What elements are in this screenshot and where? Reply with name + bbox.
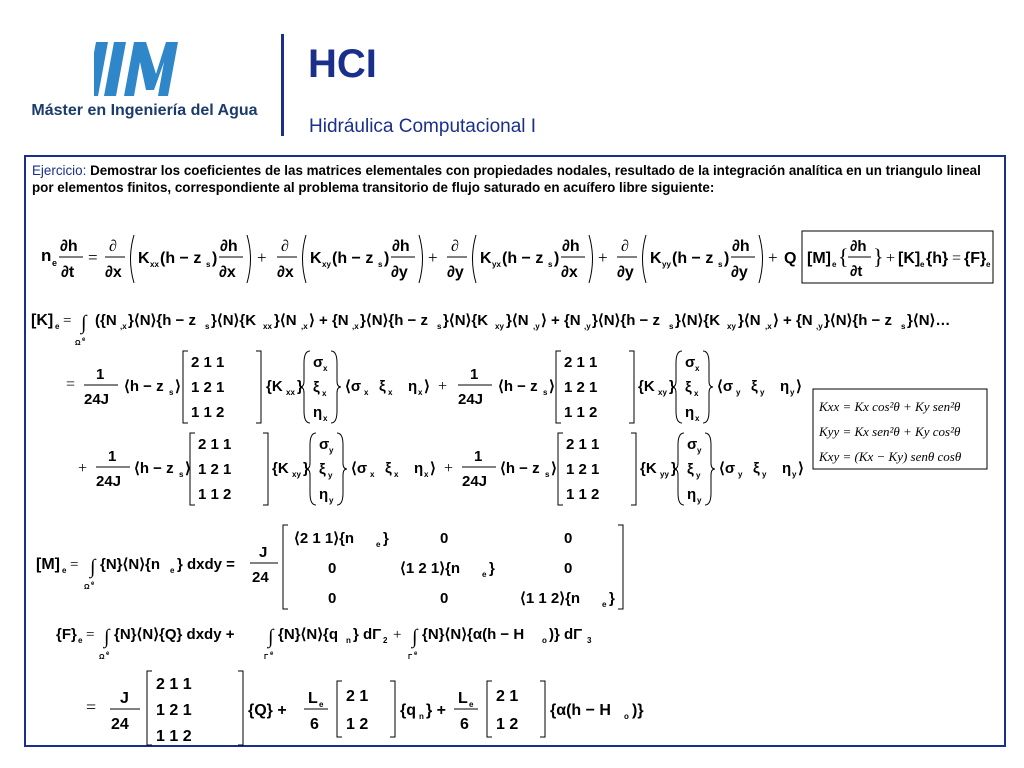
- svg-text:{F}: {F}: [56, 626, 77, 643]
- svg-text:s: s: [378, 260, 383, 269]
- exercise-panel: [24, 155, 1006, 747]
- svg-text:⟨2 1 1⟩{n: ⟨2 1 1⟩{n: [294, 530, 355, 547]
- svg-text:⟩: ⟩: [796, 378, 802, 395]
- svg-text:s: s: [206, 260, 211, 269]
- svg-text:e: e: [986, 260, 991, 269]
- svg-text:[M]: [M]: [36, 556, 60, 573]
- svg-text:⟨σ: ⟨σ: [719, 460, 736, 477]
- svg-text:yx: yx: [492, 260, 501, 269]
- svg-text:(h − z: (h − z: [672, 250, 714, 267]
- stiffness-integral: [31, 312, 950, 347]
- svg-text:1 2 1: 1 2 1: [191, 379, 225, 396]
- svg-text:,y: ,y: [533, 322, 540, 331]
- svg-text:x: x: [424, 470, 429, 479]
- svg-text:{K: {K: [640, 460, 657, 477]
- stiffness-result-line-2: [78, 433, 804, 505]
- svg-text:{Q} +: {Q} +: [248, 702, 287, 719]
- relation-kxy: Kxy = (Kx − Ky) senθ cosθ: [819, 449, 962, 464]
- svg-text:∂y: ∂y: [391, 264, 408, 281]
- svg-text:L: L: [458, 690, 468, 707]
- logo-text: Máster en Ingeniería del Agua: [31, 102, 258, 119]
- svg-text:=: =: [63, 313, 72, 329]
- svg-text:yy: yy: [662, 260, 671, 269]
- svg-text:⟨h − z: ⟨h − z: [498, 378, 538, 395]
- svg-text:n: n: [419, 712, 424, 721]
- svg-text:s: s: [179, 470, 184, 479]
- svg-text:⟩: ⟩: [551, 460, 557, 477]
- svg-text:=: =: [86, 697, 97, 717]
- svg-text:0: 0: [564, 560, 573, 577]
- svg-text:}⟨N: }⟨N: [738, 312, 761, 329]
- svg-text:{N}⟨N⟩{q: {N}⟨N⟩{q: [278, 626, 339, 643]
- slide-header: [0, 0, 1024, 150]
- svg-text:xx: xx: [150, 260, 159, 269]
- exercise-text: Demostrar los coeficientes de las matrices elementales con propiedades nodales, resultado de la integración analítica en un triangulo lineal por elementos finitos, correspondiente al problema transitorio de flujo saturado en acuífero libre siguiente:: [32, 163, 981, 195]
- svg-text:6: 6: [460, 716, 469, 733]
- logo-mark-icon: [94, 42, 184, 98]
- svg-text:24: 24: [252, 569, 269, 586]
- svg-text:1 1 2: 1 1 2: [191, 404, 225, 421]
- svg-text:1 2: 1 2: [346, 716, 369, 733]
- svg-text:∫: ∫: [90, 556, 96, 578]
- svg-text:24J: 24J: [462, 473, 488, 490]
- svg-text:+: +: [886, 250, 896, 267]
- svg-text:σ: σ: [319, 436, 330, 453]
- svg-text:1: 1: [108, 448, 117, 465]
- svg-text:⟩: ⟩: [175, 378, 181, 395]
- svg-text:y: y: [738, 470, 743, 479]
- header-divider: [281, 34, 284, 136]
- svg-text:[K]: [K]: [898, 250, 921, 267]
- svg-text:}⟨N⟩{K: }⟨N⟩{K: [211, 312, 257, 329]
- svg-text:e: e: [319, 700, 324, 709]
- svg-text:⟨1 1 2⟩{n: ⟨1 1 2⟩{n: [520, 590, 581, 607]
- svg-text:xy: xy: [292, 470, 301, 479]
- svg-text:0: 0: [440, 590, 449, 607]
- svg-text:e: e: [52, 258, 58, 268]
- svg-text:yy: yy: [660, 470, 669, 479]
- svg-text:s: s: [543, 388, 548, 397]
- svg-text:}: }: [383, 530, 389, 547]
- svg-text:y: y: [697, 446, 702, 455]
- svg-text:∂x: ∂x: [219, 264, 236, 281]
- svg-text:⟨σ: ⟨σ: [351, 460, 368, 477]
- load-vector-result: [86, 671, 644, 745]
- svg-text:⟩ + {N: ⟩ + {N: [541, 312, 581, 329]
- svg-text:1 2: 1 2: [496, 716, 519, 733]
- course-name: Hidráulica Computacional I: [309, 116, 537, 137]
- svg-text:s: s: [718, 260, 723, 269]
- svg-text:∫: ∫: [104, 626, 110, 648]
- svg-text:⟨h − z: ⟨h − z: [500, 460, 540, 477]
- svg-text:e: e: [55, 322, 60, 331]
- svg-text:+: +: [393, 627, 402, 643]
- svg-text:e: e: [602, 600, 607, 609]
- svg-text:s: s: [901, 322, 906, 331]
- svg-text:xy: xy: [495, 322, 504, 331]
- stiffness-result-line-1: [66, 351, 802, 423]
- svg-text:∫: ∫: [268, 626, 274, 648]
- svg-text:}⟨N: }⟨N: [506, 312, 529, 329]
- svg-text:2 1: 2 1: [496, 688, 519, 705]
- svg-text:⟩: ⟩: [430, 460, 436, 477]
- svg-text:K: K: [138, 250, 150, 267]
- svg-text:0: 0: [440, 530, 449, 547]
- svg-text:ξ: ξ: [687, 461, 694, 478]
- equations-canvas: [26, 157, 1006, 747]
- exercise-label: Ejercicio:: [32, 163, 87, 178]
- svg-text:,x: ,x: [120, 322, 127, 331]
- svg-text:+: +: [768, 248, 778, 267]
- svg-text:{K: {K: [266, 378, 283, 395]
- svg-text:0: 0: [328, 590, 337, 607]
- svg-text:1 1 2: 1 1 2: [564, 404, 598, 421]
- svg-text:η: η: [414, 460, 424, 477]
- svg-text:{N}⟨N⟩{n: {N}⟨N⟩{n: [100, 556, 161, 573]
- svg-text:{K: {K: [638, 378, 655, 395]
- svg-text:x: x: [388, 388, 393, 397]
- svg-text:x: x: [323, 364, 328, 373]
- svg-text:}: }: [489, 560, 495, 577]
- svg-text:∂x: ∂x: [277, 264, 294, 281]
- svg-text:3: 3: [587, 636, 592, 645]
- svg-text:o: o: [542, 636, 547, 645]
- svg-text:ξ: ξ: [319, 461, 326, 478]
- svg-text:}⟨N⟩{K: }⟨N⟩{K: [443, 312, 489, 329]
- svg-text:J: J: [120, 690, 129, 707]
- svg-text:∂h: ∂h: [220, 238, 238, 255]
- svg-text:e: e: [82, 337, 86, 343]
- svg-text:∂h: ∂h: [392, 238, 410, 255]
- svg-text:}: }: [609, 590, 615, 607]
- svg-text:0: 0: [564, 530, 573, 547]
- svg-text:x: x: [370, 470, 375, 479]
- svg-text:e: e: [469, 700, 474, 709]
- svg-text:24J: 24J: [458, 391, 484, 408]
- svg-text:σ: σ: [687, 436, 698, 453]
- svg-text:∂: ∂: [451, 238, 459, 255]
- svg-text:}⟨N: }⟨N: [274, 312, 297, 329]
- svg-text:η: η: [408, 378, 418, 395]
- svg-text:∂h: ∂h: [850, 238, 867, 255]
- svg-text:s: s: [205, 322, 210, 331]
- svg-text:Ω: Ω: [99, 654, 105, 661]
- svg-text:24J: 24J: [96, 473, 122, 490]
- svg-text:J: J: [259, 544, 268, 561]
- svg-text:2 1 1: 2 1 1: [191, 354, 225, 371]
- svg-text:): ): [724, 250, 730, 267]
- svg-text:s: s: [169, 388, 174, 397]
- svg-text:1 2 1: 1 2 1: [564, 379, 598, 396]
- svg-text:⟩ + {N: ⟩ + {N: [773, 312, 813, 329]
- svg-text:}⟨N⟩{h − z: }⟨N⟩{h − z: [592, 312, 660, 329]
- svg-text:e: e: [832, 260, 837, 269]
- svg-text:⟨1 2 1⟩{n: ⟨1 2 1⟩{n: [400, 560, 461, 577]
- svg-text:}⟨N⟩{h − z: }⟨N⟩{h − z: [824, 312, 892, 329]
- svg-text:2 1 1: 2 1 1: [198, 436, 232, 453]
- svg-text:⟩: ⟩: [798, 460, 804, 477]
- svg-text:y: y: [329, 496, 334, 505]
- svg-text:s: s: [545, 470, 550, 479]
- svg-text:{N}⟨N⟩{α(h − H: {N}⟨N⟩{α(h − H: [422, 626, 525, 643]
- svg-text:[M]: [M]: [807, 250, 831, 267]
- svg-text:Ω: Ω: [84, 584, 90, 591]
- svg-text:y: y: [697, 496, 702, 505]
- svg-text:x: x: [418, 388, 423, 397]
- svg-text:xx: xx: [263, 322, 272, 331]
- svg-text:ξ: ξ: [751, 378, 758, 395]
- svg-text:L: L: [308, 690, 318, 707]
- svg-text:e: e: [920, 260, 925, 269]
- svg-text:2 1 1: 2 1 1: [566, 436, 600, 453]
- svg-text:⟩: ⟩: [424, 378, 430, 395]
- svg-text:=: =: [88, 248, 98, 267]
- svg-text:e: e: [170, 566, 175, 575]
- svg-text:⟨h − z: ⟨h − z: [134, 460, 174, 477]
- svg-text:(h − z: (h − z: [160, 250, 202, 267]
- svg-text:): ): [212, 250, 218, 267]
- course-code: HCI: [308, 42, 377, 86]
- svg-text:xy: xy: [658, 388, 667, 397]
- svg-text:}: }: [873, 244, 884, 269]
- svg-text:xy: xy: [727, 322, 736, 331]
- svg-text:): ): [384, 250, 390, 267]
- svg-text:e: e: [270, 651, 274, 657]
- svg-text:{: {: [838, 244, 849, 269]
- svg-text:,x: ,x: [301, 322, 308, 331]
- svg-text:K: K: [650, 250, 662, 267]
- svg-text:}⟨N⟩…: }⟨N⟩…: [907, 312, 951, 329]
- svg-text:⟩ + {N: ⟩ + {N: [309, 312, 349, 329]
- svg-text:Ω: Ω: [75, 340, 81, 347]
- svg-text:x: x: [394, 470, 399, 479]
- svg-text:1 2 1: 1 2 1: [198, 461, 232, 478]
- svg-text:1 1 2: 1 1 2: [566, 486, 600, 503]
- svg-text:,x: ,x: [765, 322, 772, 331]
- svg-text:xy: xy: [322, 260, 331, 269]
- svg-text:): ): [554, 250, 560, 267]
- svg-text:+: +: [257, 248, 267, 267]
- svg-text:s: s: [669, 322, 674, 331]
- svg-text:1: 1: [470, 366, 479, 383]
- svg-text:}: }: [303, 460, 309, 477]
- svg-text:1 1 2: 1 1 2: [198, 486, 232, 503]
- svg-text:24J: 24J: [84, 391, 110, 408]
- svg-text:y: y: [792, 470, 797, 479]
- svg-text:} dΓ: } dΓ: [353, 626, 382, 643]
- svg-text:,y: ,y: [816, 322, 823, 331]
- svg-text:⟩: ⟩: [549, 378, 555, 395]
- svg-text:⟩: ⟩: [185, 460, 191, 477]
- svg-text:η: η: [319, 486, 329, 503]
- svg-text:1 1 2: 1 1 2: [156, 728, 192, 745]
- svg-text:+: +: [428, 248, 438, 267]
- svg-text:2: 2: [383, 636, 388, 645]
- svg-text:η: η: [313, 404, 323, 421]
- svg-text:({N: ({N: [95, 312, 117, 329]
- svg-text:η: η: [687, 486, 697, 503]
- svg-text:,x: ,x: [352, 322, 359, 331]
- svg-text:∂h: ∂h: [562, 238, 580, 255]
- svg-text:} dxdy =: } dxdy =: [177, 556, 235, 573]
- svg-text:η: η: [782, 460, 792, 477]
- svg-text:o: o: [624, 712, 629, 721]
- conductivity-relations-box: [813, 389, 987, 469]
- svg-text:y: y: [790, 388, 795, 397]
- svg-text:y: y: [329, 446, 334, 455]
- svg-text:η: η: [685, 404, 695, 421]
- svg-text:} +: } +: [426, 702, 447, 719]
- svg-text:}: }: [671, 460, 677, 477]
- svg-text:e: e: [106, 651, 110, 657]
- svg-text:1: 1: [474, 448, 483, 465]
- svg-text:{h}: {h}: [926, 250, 949, 267]
- governing-equation: [41, 235, 796, 283]
- svg-text:∂y: ∂y: [731, 264, 748, 281]
- svg-text:y: y: [328, 471, 333, 480]
- load-vector-integral: [56, 626, 592, 661]
- svg-text:6: 6: [310, 716, 319, 733]
- svg-text:σ: σ: [313, 354, 324, 371]
- svg-text:{N}⟨N⟩{Q} dxdy +: {N}⟨N⟩{Q} dxdy +: [114, 626, 235, 643]
- svg-text:[K]: [K]: [31, 312, 54, 329]
- svg-text:s: s: [437, 322, 442, 331]
- svg-text:∂x: ∂x: [561, 264, 578, 281]
- svg-text:⟨σ: ⟨σ: [345, 378, 362, 395]
- svg-text:}: }: [669, 378, 675, 395]
- svg-text:x: x: [323, 414, 328, 423]
- svg-text:∂y: ∂y: [617, 264, 634, 281]
- svg-text:)}: )}: [632, 702, 644, 719]
- svg-text:x: x: [364, 388, 369, 397]
- svg-text:{K: {K: [272, 460, 289, 477]
- svg-text:∂t: ∂t: [850, 263, 863, 280]
- svg-text:1 2 1: 1 2 1: [566, 461, 600, 478]
- svg-text:⟨σ: ⟨σ: [717, 378, 734, 395]
- svg-text:e: e: [376, 540, 381, 549]
- svg-text:n: n: [41, 246, 52, 265]
- system-equation-box: [802, 231, 993, 283]
- svg-text:y: y: [760, 388, 765, 397]
- svg-text:=: =: [70, 557, 79, 573]
- svg-text:,y: ,y: [584, 322, 591, 331]
- svg-text:x: x: [695, 364, 700, 373]
- svg-text:}⟨N⟩{h − z: }⟨N⟩{h − z: [360, 312, 428, 329]
- svg-text:0: 0: [328, 560, 337, 577]
- svg-text:+: +: [78, 460, 88, 477]
- svg-text:η: η: [780, 378, 790, 395]
- svg-text:(h − z: (h − z: [502, 250, 544, 267]
- svg-text:n: n: [346, 636, 351, 645]
- svg-text:∂h: ∂h: [732, 238, 750, 255]
- svg-text:)} dΓ: )} dΓ: [549, 626, 583, 643]
- svg-text:ξ: ξ: [379, 378, 386, 395]
- svg-text:y: y: [736, 388, 741, 397]
- svg-text:Γ: Γ: [264, 654, 269, 661]
- svg-text:∂: ∂: [621, 238, 629, 255]
- svg-text:ξ: ξ: [385, 460, 392, 477]
- svg-text:∂x: ∂x: [105, 264, 122, 281]
- svg-text:1: 1: [96, 366, 105, 383]
- svg-text:=: =: [86, 627, 95, 643]
- svg-text:x: x: [695, 414, 700, 423]
- svg-text:x: x: [694, 389, 699, 398]
- svg-text:=: =: [952, 250, 962, 267]
- svg-text:K: K: [480, 250, 492, 267]
- svg-text:e: e: [91, 581, 95, 587]
- svg-text:ξ: ξ: [753, 460, 760, 477]
- svg-text:Q: Q: [784, 250, 797, 267]
- svg-text:+: +: [444, 460, 454, 477]
- svg-text:{F}: {F}: [964, 250, 987, 267]
- svg-text:e: e: [482, 570, 487, 579]
- svg-text:}⟨N⟩{K: }⟨N⟩{K: [675, 312, 721, 329]
- svg-text:∫: ∫: [81, 312, 87, 334]
- svg-text:e: e: [62, 566, 67, 575]
- svg-text:σ: σ: [685, 354, 696, 371]
- svg-text:2 1 1: 2 1 1: [156, 676, 192, 693]
- svg-text:y: y: [762, 470, 767, 479]
- relation-kxx: Kxx = Kx cos²θ + Ky sen²θ: [819, 399, 961, 414]
- svg-text:∂: ∂: [281, 238, 289, 255]
- svg-text:ξ: ξ: [313, 379, 320, 396]
- svg-text:=: =: [66, 376, 76, 393]
- svg-text:∂y: ∂y: [447, 264, 464, 281]
- svg-text:⟨h − z: ⟨h − z: [124, 378, 164, 395]
- svg-text:y: y: [696, 471, 701, 480]
- svg-text:{q: {q: [400, 702, 416, 719]
- svg-text:24: 24: [111, 716, 129, 733]
- svg-text:+: +: [598, 248, 608, 267]
- svg-text:2 1 1: 2 1 1: [564, 354, 598, 371]
- svg-text:2 1: 2 1: [346, 688, 369, 705]
- svg-text:∂t: ∂t: [61, 264, 75, 281]
- svg-text:∂: ∂: [109, 238, 117, 255]
- svg-text:xx: xx: [286, 388, 295, 397]
- relation-kyy: Kyy = Kx sen²θ + Ky cos²θ: [819, 424, 961, 439]
- svg-text:}: }: [297, 378, 303, 395]
- university-logo: [22, 40, 267, 130]
- svg-text:∫: ∫: [412, 626, 418, 648]
- svg-text:}⟨N⟩{h − z: }⟨N⟩{h − z: [128, 312, 196, 329]
- svg-text:e: e: [78, 636, 83, 645]
- svg-text:s: s: [548, 260, 553, 269]
- svg-text:e: e: [414, 651, 418, 657]
- svg-text:+: +: [438, 378, 448, 395]
- svg-text:Γ: Γ: [408, 654, 413, 661]
- svg-text:∂h: ∂h: [60, 238, 78, 255]
- svg-text:K: K: [310, 250, 322, 267]
- svg-text:{α(h − H: {α(h − H: [550, 702, 611, 719]
- svg-text:x: x: [322, 389, 327, 398]
- svg-text:1 2 1: 1 2 1: [156, 702, 192, 719]
- mass-matrix-equation: [36, 525, 623, 609]
- svg-text:(h − z: (h − z: [332, 250, 374, 267]
- svg-text:ξ: ξ: [685, 379, 692, 396]
